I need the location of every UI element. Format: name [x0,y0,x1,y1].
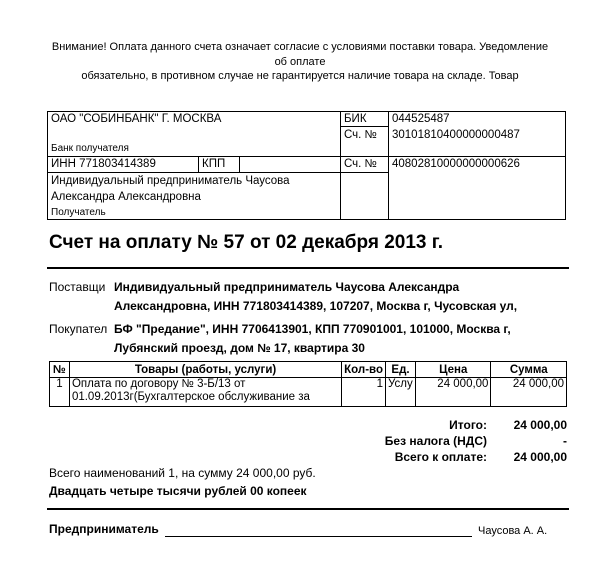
items-table [49,361,567,407]
divider [340,126,388,127]
amount-due-label: Всего к оплате: [394,450,487,464]
row-goods-line-2: 01.09.2013г(Бухгалтерское обслуживание за [71,391,310,403]
divider [239,156,240,172]
total-row [267,418,567,434]
summary-rule [47,508,569,510]
divider [198,156,199,172]
amount-in-words: Двадцать четыре тысячи рублей 00 копеек [49,484,307,498]
col-header-goods: Товары (работы, услуги) [69,362,341,378]
signature-role: Предприниматель [49,522,159,536]
supplier-label: Поставщи [49,280,106,294]
corr-account-value: 30101810400000000487 [392,129,520,141]
row-sum: 24 000,00 [491,378,567,407]
buyer-label: Покупател [49,322,108,336]
bank-name: ОАО "СОБИНБАНК" Г. МОСКВА [51,113,222,125]
supplier-line-1: Индивидуальный предприниматель Чаусова Александра [114,280,460,294]
payment-notice [30,40,570,84]
bik-value: 044525487 [392,113,450,125]
divider [48,172,340,173]
corr-account-label: Сч. № [344,129,377,141]
kpp-label: КПП [202,158,226,170]
bank-details-table [47,111,566,220]
row-price: 24 000,00 [415,378,490,407]
amount-due-value: 24 000,00 [513,450,567,464]
invoice-title: Счет на оплату № 57 от 02 декабря 2013 г. [49,232,444,253]
account-label: Сч. № [344,158,377,170]
inn-label: ИНН [51,158,76,170]
notice-line-2: об оплате [274,55,326,68]
title-rule [47,267,569,269]
signature-line [165,536,472,537]
account-value: 40802810000000000626 [392,158,520,170]
recipient-caption: Получатель [51,207,106,218]
row-number: 1 [50,378,70,407]
supplier-line-2: Александровна, ИНН 771803414389, 107207, Москва г, Чусовская ул, [114,299,518,313]
divider [340,172,388,173]
row-unit: Услу [386,378,416,407]
buyer-info [114,320,511,358]
buyer-line-1: БФ "Предание", ИНН 7706413901, КПП 770901001, 101000, Москва г, [114,322,511,336]
notice-line-3: обязательно, в противном случае не гарантируется наличие товара на складе. Товар [81,70,519,82]
supplier-info [114,278,517,316]
amount-due-row [267,450,567,466]
items-count-summary: Всего наименований 1, на сумму 24 000,00 руб. [49,466,316,480]
recipient-line-2: Александра Александровна [51,191,201,203]
divider [340,156,566,157]
row-goods [69,378,341,407]
signatory-name: Чаусова А. А. [478,525,548,537]
buyer-line-2: Лубянский проезд, дом № 17, квартира 30 [114,341,365,355]
inn-value: 771803414389 [79,158,156,170]
row-quantity: 1 [342,378,386,407]
col-header-sum: Сумма [491,362,567,378]
col-header-number: № [50,362,70,378]
vat-label: Без налога (НДС) [384,434,487,448]
notice-line-1: Внимание! Оплата данного счета означает согласие с условиями поставки товара. Уведомление [51,41,549,53]
recipient-line-1: Индивидуальный предприниматель Чаусова [51,175,290,187]
total-label: Итого: [449,418,487,432]
vat-row [267,434,567,450]
vat-value: - [563,434,567,448]
col-header-quantity: Кол-во [342,362,386,378]
divider [340,112,341,220]
bik-label: БИК [344,113,367,125]
table-row [50,378,567,407]
divider [48,156,340,157]
bank-caption: Банк получателя [51,143,129,154]
total-value: 24 000,00 [513,418,567,432]
col-header-unit: Ед. [386,362,416,378]
divider [388,112,389,220]
items-header-row [50,362,567,378]
row-goods-line-1: Оплата по договору № 3-Б/13 от [71,378,246,390]
col-header-price: Цена [415,362,490,378]
inn-field [51,158,156,170]
